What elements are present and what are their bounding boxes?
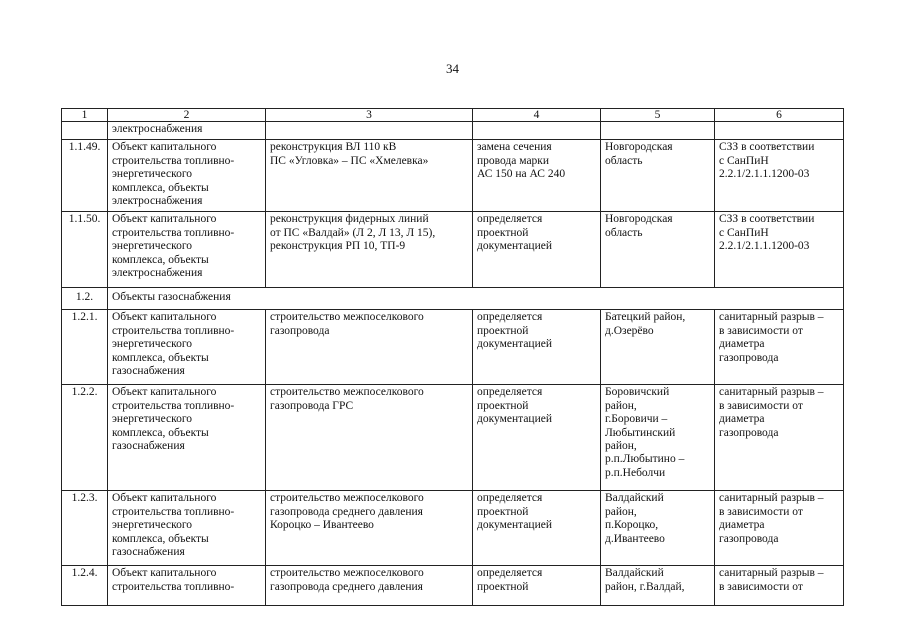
object-cell: Объект капитального строительства топливно- энергетического комплекса, объекты газоснабжения xyxy=(112,492,235,559)
header-cell: 1 xyxy=(62,109,108,122)
header-cell: 4 xyxy=(473,109,601,122)
table-row xyxy=(62,212,844,288)
object-cell: Объект капитального строительства топливно- энергетического комплекса, объекты электроснабжения xyxy=(112,141,235,208)
location-cell: Валдайский район, г.Валдай, xyxy=(605,567,685,593)
continuation-row xyxy=(62,122,844,140)
name-cell: реконструкция ВЛ 110 кВ ПС «Угловка» – ПС «Хмелевка» xyxy=(270,141,429,167)
row-number: 1.2.1. xyxy=(62,310,108,385)
table-row xyxy=(62,140,844,212)
row-number: 1.2.3. xyxy=(62,491,108,566)
params-cell: определяется проектной xyxy=(477,567,543,593)
params-cell: определяется проектной документацией xyxy=(477,213,552,253)
row-number: 1.2.4. xyxy=(62,566,108,606)
location-cell: Батецкий район, д.Озерёво xyxy=(605,311,686,337)
section-row xyxy=(62,288,844,310)
section-number: 1.2. xyxy=(62,288,108,310)
table-row xyxy=(62,385,844,491)
zone-cell: санитарный разрыв – в зависимости от диаметра газопровода xyxy=(719,386,824,439)
name-cell: строительство межпоселкового газопровода среднего давления Короцко – Ивантеево xyxy=(270,492,424,532)
table-row xyxy=(62,491,844,566)
object-cell: Объект капитального строительства топливно- энергетического комплекса, объекты газоснабжения xyxy=(112,311,235,378)
page-number: 34 xyxy=(446,61,459,76)
name-cell: строительство межпоселкового газопровода ГРС xyxy=(270,386,424,412)
location-cell: Новгородская область xyxy=(605,141,673,167)
row-number: 1.1.50. xyxy=(62,212,108,288)
zone-cell: санитарный разрыв – в зависимости от диаметра газопровода xyxy=(719,311,824,364)
table-row xyxy=(62,566,844,606)
zone-cell: СЗЗ в соответствии с СанПиН 2.2.1/2.1.1.1200-03 xyxy=(719,141,815,181)
name-cell: реконструкция фидерных линий от ПС «Валдай» (Л 2, Л 13, Л 15), реконструкция РП 10, ТП-9 xyxy=(270,213,436,253)
header-cell: 5 xyxy=(601,109,715,122)
location-cell: Валдайский район, п.Короцко, д.Ивантеево xyxy=(605,492,665,545)
location-cell: Новгородская область xyxy=(605,213,673,239)
document-table xyxy=(61,108,844,606)
params-cell: определяется проектной документацией xyxy=(477,311,552,351)
table-cell: электроснабжения xyxy=(108,122,266,140)
object-cell: Объект капитального строительства топливно- энергетического комплекса, объекты газоснабжения xyxy=(112,386,235,453)
name-cell: строительство межпоселкового газопровода среднего давления xyxy=(270,567,424,593)
row-number: 1.2.2. xyxy=(62,385,108,491)
zone-cell: санитарный разрыв – в зависимости от диаметра газопровода xyxy=(719,492,824,545)
object-cell: Объект капитального строительства топливно- xyxy=(112,567,235,593)
header-cell: 2 xyxy=(108,109,266,122)
section-title: Объекты газоснабжения xyxy=(108,288,844,310)
params-cell: замена сечения провода марки АС 150 на АС 240 xyxy=(477,141,566,181)
params-cell: определяется проектной документацией xyxy=(477,386,552,426)
location-cell: Боровичский район, г.Боровичи – Любытинский район, р.п.Любытино – р.п.Неболчи xyxy=(605,386,685,479)
table-header-row xyxy=(62,109,844,122)
zone-cell: СЗЗ в соответствии с СанПиН 2.2.1/2.1.1.1200-03 xyxy=(719,213,815,253)
name-cell: строительство межпоселкового газопровода xyxy=(270,311,424,337)
zone-cell: санитарный разрыв – в зависимости от xyxy=(719,567,824,593)
row-number: 1.1.49. xyxy=(62,140,108,212)
header-cell: 3 xyxy=(266,109,473,122)
header-cell: 6 xyxy=(715,109,844,122)
params-cell: определяется проектной документацией xyxy=(477,492,552,532)
object-cell: Объект капитального строительства топливно- энергетического комплекса, объекты электроснабжения xyxy=(112,213,235,280)
table-row xyxy=(62,310,844,385)
